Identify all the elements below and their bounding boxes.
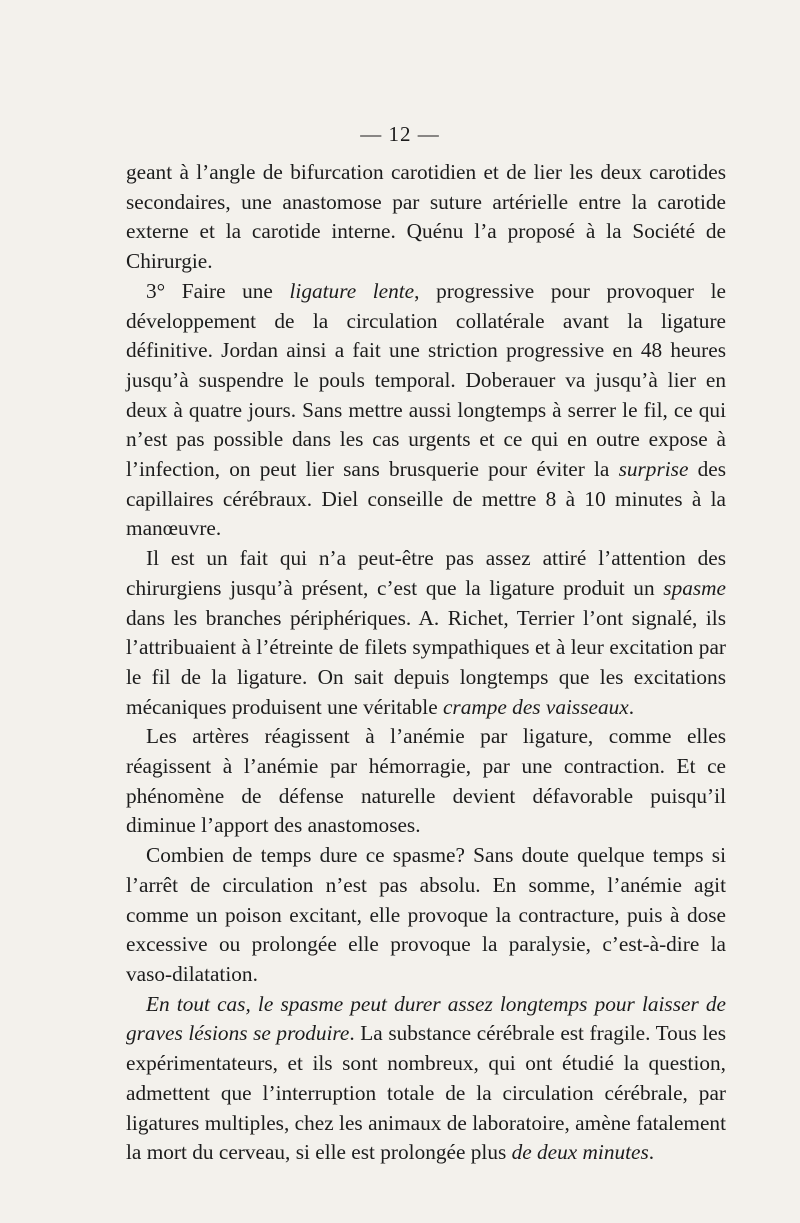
paragraph-4: Les artères réagissent à l’anémie par ligature, comme elles réagissent à l’anémie par hémorragie, par une contraction. Et ce phénomène de défense naturelle devient défavorable puisqu’il diminue l’apport des anastomoses.	[126, 724, 726, 838]
paragraph-5: Combien de temps dure ce spasme? Sans doute quelque temps si l’arrêt de circulation n’est pas absolu. En somme, l’anémie agit comme un poison excitant, elle provoque la contracture, puis à dose excessive ou prolongée elle provoque la paralysie, c’est-à-dire la vaso-dilatation.	[126, 843, 726, 986]
italic-crampe: crampe des vaisseaux	[442, 694, 629, 719]
body-text	[126, 158, 726, 1168]
paragraph-2: 3° Faire une ligature lente, progressive pour provoquer le développement de la circulation collatérale avant la ligature définitive. Jordan ainsi a fait une striction progressive en 48 heures jusqu’à suspendre le pouls temporal. Doberauer va jusqu’à lier en deux à quatre jours. Sans mettre aussi longtemps à serrer le fil, ce qui n’est pas possible dans les cas urgents et ce qui en outre expose à l’infection, on peut lier sans brusquerie pour éviter la surprise des capillaires cérébraux. Diel conseille de mettre 8 à 10 minutes à la manœuvre.	[126, 278, 726, 541]
italic-deux-minutes: de deux minutes	[511, 1140, 649, 1165]
italic-en-tout-cas: En tout cas, le spasme peut durer assez longtemps pour laisser de graves lésions se produire	[126, 991, 726, 1046]
italic-ligature-lente: ligature lente	[289, 278, 415, 303]
paragraph-3: Il est un fait qui n’a peut-être pas assez attiré l’attention des chirurgiens jusqu’à présent, c’est que la ligature produit un spasme dans les branches périphériques. A. Richet, Terrier l’ont signalé, ils l’attribuaient à l’étreinte de filets sympathiques et à leur excitation par le fil de la ligature. On sait depuis longtemps que les excitations mécaniques produisent une véritable crampe des vaisseaux.	[126, 546, 726, 719]
italic-spasme: spasme	[663, 575, 726, 600]
page-number: — 12 —	[360, 122, 440, 146]
italic-surprise: surprise	[618, 457, 689, 482]
paragraph-1: geant à l’angle de bifurcation carotidien et de lier les deux carotides secondaires, une anastomose par suture artérielle entre la carotide externe et la carotide interne. Quénu l’a proposé à la Société de Chirurgie.	[126, 160, 726, 274]
paragraph-6: En tout cas, le spasme peut durer assez longtemps pour laisser de graves lésions se produire. La substance cérébrale est fragile. Tous les expérimentateurs, et ils sont nombreux, qui ont étudié la question, admettent que l’interruption totale de la circulation cérébrale, par ligatures multiples, chez les animaux de laboratoire, amène fatalement la mort du cerveau, si elle est prolongée plus de deux minutes.	[126, 991, 727, 1165]
